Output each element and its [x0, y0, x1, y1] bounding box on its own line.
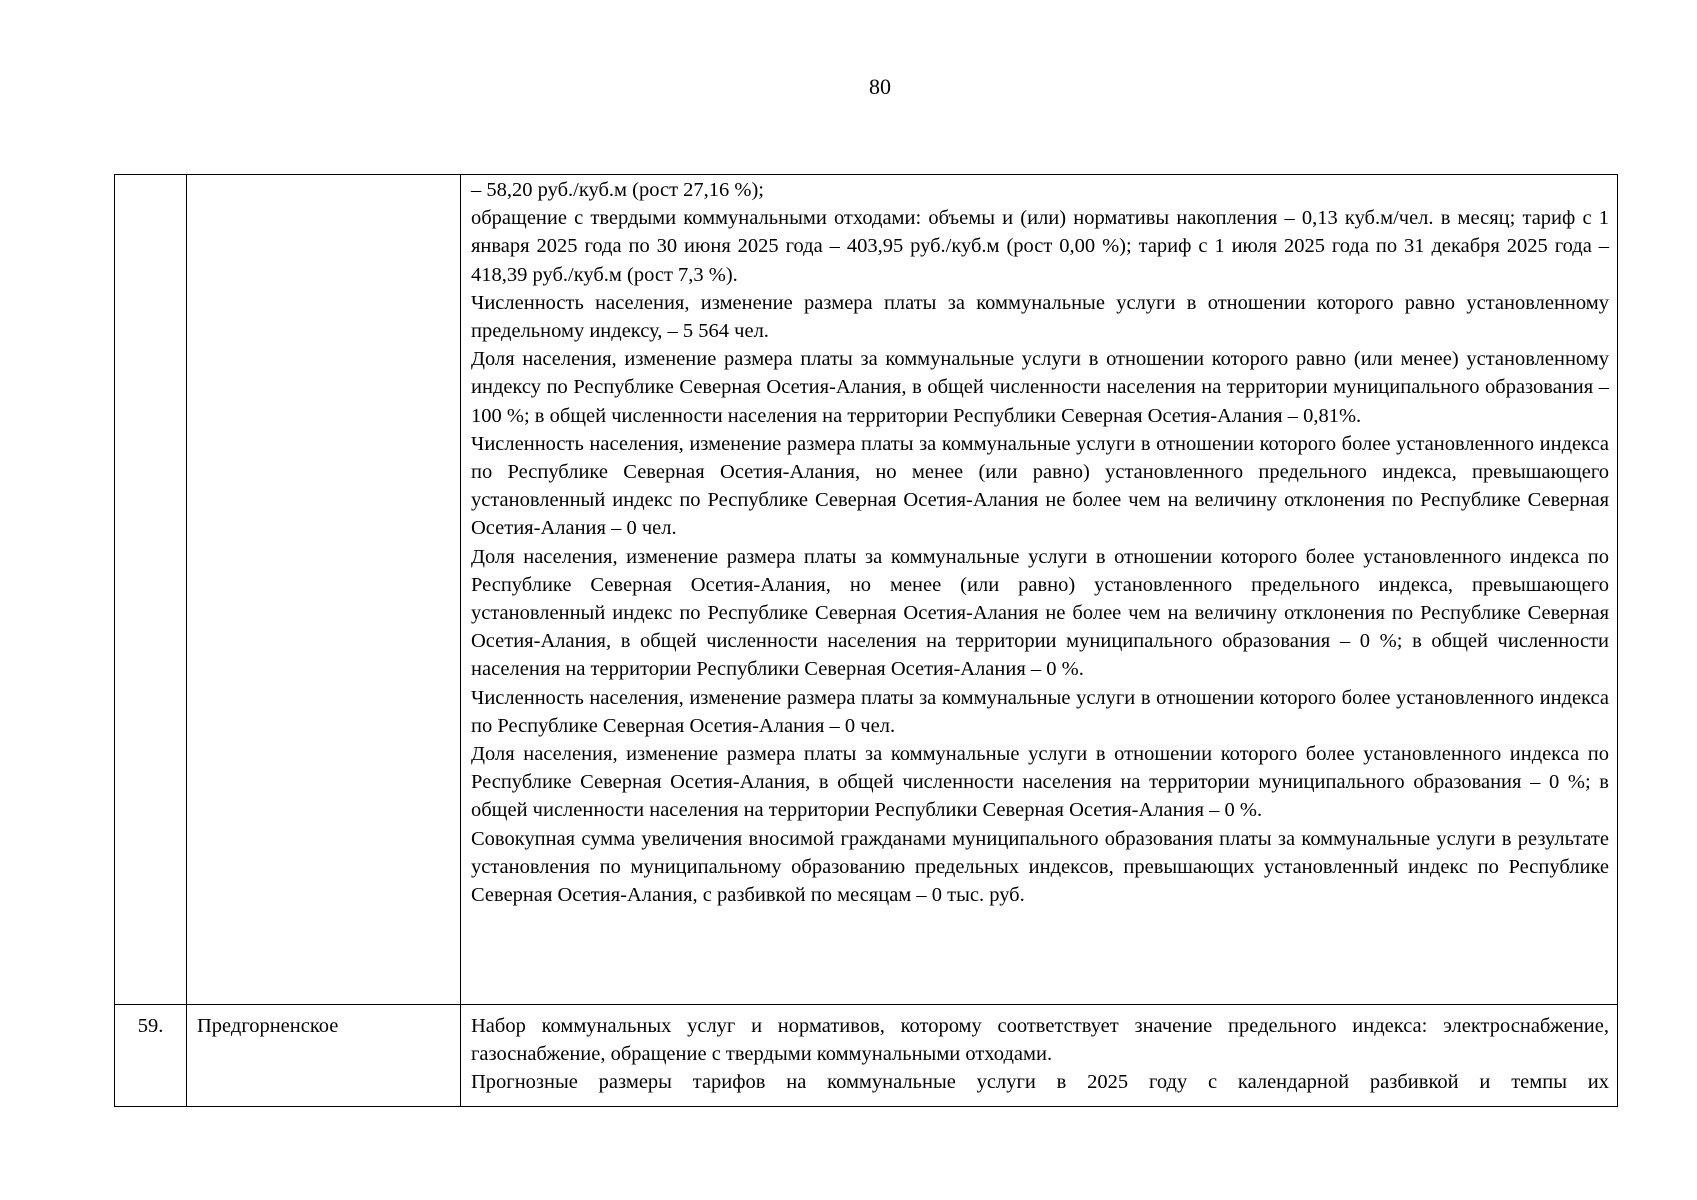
description-cell	[461, 175, 1618, 1005]
paragraph: Доля населения, изменение размера платы за коммунальные услуги в отношении которого более установленного индекса по Республике Северная Осетия-Алания, но менее (или равно) установленного предельного индекса, превышающего установленный индекс по Республике Северная Осетия-Алания не более чем на величину отклонения по Республике Северная Осетия-Алания, в общей численности населения на территории муниципального образования – 0 %; в общей численности населения на территории Республики Северная Осетия-Алания – 0 %.	[471, 545, 1609, 681]
paragraph: Численность населения, изменение размера платы за коммунальные услуги в отношении которого более установленного индекса по Республике Северная Осетия-Алания – 0 чел.	[471, 686, 1609, 737]
row-number-cell	[115, 175, 187, 1005]
table-row	[115, 1005, 1618, 1107]
municipality-name-cell	[187, 175, 461, 1005]
municipality-table	[114, 174, 1618, 1107]
paragraph: – 58,20 руб./куб.м (рост 27,16 %);	[471, 179, 765, 201]
description-cell	[461, 1005, 1618, 1107]
paragraph: Прогнозные размеры тарифов на коммунальные услуги в 2025 году с календарной разбивкой и темпы их	[471, 1071, 1609, 1094]
municipality-name-cell: Предгорненское	[187, 1005, 461, 1107]
paragraph: Численность населения, изменение размера платы за коммунальные услуги в отношении которого равно установленному предельному индексу, – 5 564 чел.	[471, 291, 1609, 343]
page-number: 80	[869, 74, 891, 99]
paragraph: Доля населения, изменение размера платы за коммунальные услуги в отношении которого более установленного индекса по Республике Северная Осетия-Алания, в общей численности населения на территории муниципального образования – 0 %; в общей численности населения на территории Республики Северная Осетия-Алания – 0 %.	[471, 743, 1609, 822]
paragraph: Совокупная сумма увеличения вносимой гражданами муниципального образования платы за коммунальные услуги в результате установления по муниципальному образованию предельных индексов, превышающих установленный индекс по Республике Северная Осетия-Алания, с разбивкой по месяцам – 0 тыс. руб.	[471, 827, 1609, 907]
paragraph: Численность населения, изменение размера платы за коммунальные услуги в отношении которого более установленного индекса по Республике Северная Осетия-Алания, но менее (или равно) установленного предельного индекса, превышающего установленный индекс по Республике Северная Осетия-Алания не более чем на величину отклонения по Республике Северная Осетия-Алания – 0 чел.	[471, 432, 1609, 540]
paragraph: обращение с твердыми коммунальными отходами: объемы и (или) нормативы накопления – 0,13 куб.м/чел. в месяц; тариф с 1 января 2025 года по 30 июня 2025 года – 403,95 руб./куб.м (рост 0,00 %); тариф с 1 июля 2025 года по 31 декабря 2025 года – 418,39 руб./куб.м (рост 7,3 %).	[471, 207, 1609, 286]
paragraph: Доля населения, изменение размера платы за коммунальные услуги в отношении которого равно (или менее) установленному индексу по Республике Северная Осетия-Алания, в общей численности населения на территории муниципального образования – 100 %; в общей численности населения на территории Республики Северная Осетия-Алания – 0,81%.	[471, 348, 1609, 427]
table-row	[115, 175, 1618, 1005]
paragraph: Набор коммунальных услуг и нормативов, которому соответствует значение предельного индекса: электроснабжение, газоснабжение, обращение с твердыми коммунальными отходами.	[471, 1015, 1609, 1066]
row-number-cell: 59.	[115, 1005, 187, 1107]
